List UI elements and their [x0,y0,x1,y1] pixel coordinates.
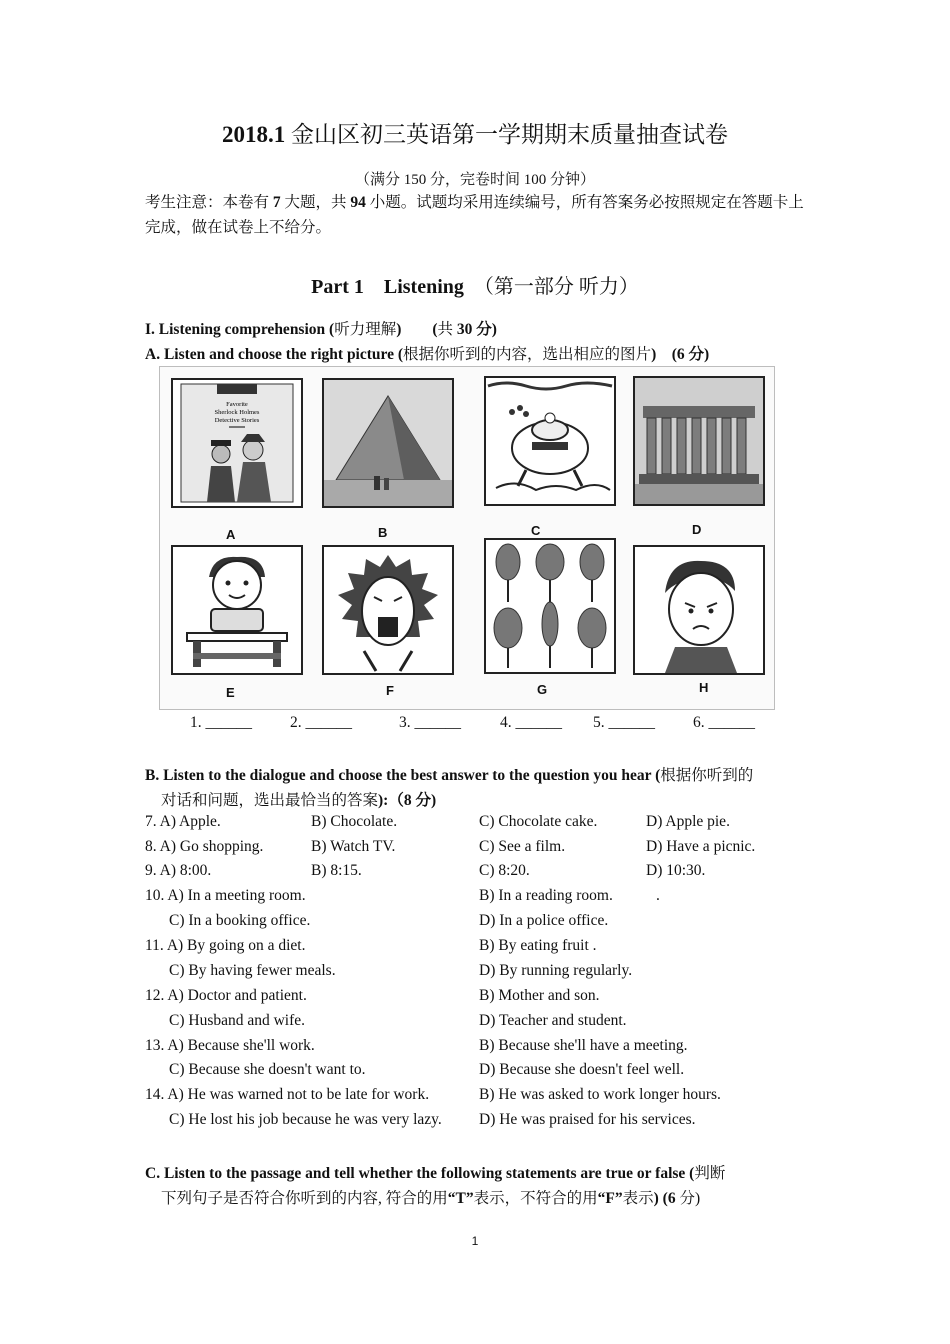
picture-label-g: G [537,682,548,697]
picture-a-book [171,378,303,508]
picture-c-ufo [484,376,616,506]
q14-option-a[interactable]: 14. A) He was warned not to be late for work. [145,1086,430,1103]
q12-option-a[interactable]: 12. A) Doctor and patient. [145,987,307,1004]
q7-option-c[interactable]: C) Chocolate cake. [479,813,598,830]
q12-option-d[interactable]: D) Teacher and student. [479,1012,627,1029]
picture-label-h: H [699,680,709,695]
section-c-heading-line1: C. Listen to the passage and tell whether the following statements are true or false (判断 [145,1165,726,1182]
q13-option-b[interactable]: B) Because she'll have a meeting. [479,1037,688,1054]
book-cover-icon [173,380,301,506]
section-a-heading: A. Listen and choose the right picture (根据你听到的内容，选出相应的图片) (6 分) [145,346,710,363]
q8-option-a[interactable]: 8. A) Go shopping. [145,838,264,855]
svg-text:Favorite: Favorite [226,401,248,408]
q10-option-d[interactable]: D) In a police office. [479,912,609,929]
q9-option-b[interactable]: B) 8:15. [311,862,362,879]
q13-option-d[interactable]: D) Because she doesn't feel well. [479,1061,685,1078]
q10-option-b[interactable]: B) In a reading room. [479,887,613,904]
picture-d-parthenon [633,376,765,506]
q11-option-c[interactable]: C) By having fewer meals. [169,962,336,979]
q13-option-c[interactable]: C) Because she doesn't want to. [169,1061,366,1078]
q10-option-a[interactable]: 10. A) In a meeting room. [145,887,306,904]
exam-subtitle: （满分 150 分，完卷时间 100 分钟） [354,172,595,188]
picture-grid [159,366,775,710]
answer-blank-2[interactable]: 2. ______ [290,714,352,731]
q12-option-b[interactable]: B) Mother and son. [479,987,600,1004]
svg-text:Sherlock Holmes: Sherlock Holmes [214,409,260,416]
q11-option-b[interactable]: B) By eating fruit . [479,937,597,954]
q8-option-b[interactable]: B) Watch TV. [311,838,396,855]
q9-option-a[interactable]: 9. A) 8:00. [145,862,212,879]
q7-option-b[interactable]: B) Chocolate. [311,813,398,830]
q8-option-c[interactable]: C) See a film. [479,838,566,855]
picture-label-f: F [386,683,394,698]
frowning-boy-icon [635,547,763,673]
answer-blank-1[interactable]: 1. ______ [190,714,252,731]
answer-blank-3[interactable]: 3. ______ [399,714,461,731]
picture-label-a: A [226,527,236,542]
q14-option-b[interactable]: B) He was asked to work longer hours. [479,1086,721,1103]
q14-option-c[interactable]: C) He lost his job because he was very lazy. [169,1111,442,1128]
answer-blank-5[interactable]: 5. ______ [593,714,655,731]
screaming-face-icon [324,547,452,673]
q13-option-a[interactable]: 13. A) Because she'll work. [145,1037,315,1054]
picture-e-boy-computer [171,545,303,675]
pyramid-icon [324,380,452,506]
answer-blank-4[interactable]: 4. ______ [500,714,562,731]
section-i-heading: I. Listening comprehension (听力理解) (共 30 分) [145,321,497,338]
q11-option-a[interactable]: 11. A) By going on a diet. [145,937,306,954]
page-number: 1 [471,1234,479,1248]
trees-icon [486,540,614,672]
answer-blank-6[interactable]: 6. ______ [693,714,755,731]
picture-label-e: E [226,685,235,700]
q7-option-a[interactable]: 7. A) Apple. [145,813,221,830]
q9-option-c[interactable]: C) 8:20. [479,862,530,879]
ufo-robot-icon [486,378,614,504]
section-b-heading-line2: 对话和问题，选出最恰当的答案):（8 分) [161,792,437,809]
q9-option-d[interactable]: D) 10:30. [646,862,706,879]
part-heading: Part 1 Listening （第一部分 听力） [311,276,639,298]
picture-f-screaming-face [322,545,454,675]
page-title: 2018.1 金山区初三英语第一学期期末质量抽查试卷 [222,122,728,147]
picture-b-pyramid [322,378,454,508]
picture-label-d: D [692,522,702,537]
q14-option-d[interactable]: D) He was praised for his services. [479,1111,696,1128]
q10-option-c[interactable]: C) In a booking office. [169,912,311,929]
section-c-heading-line2: 下列句子是否符合你听到的内容, 符合的用“T”表示，不符合的用“F”表示) (6 分) [161,1190,701,1207]
boy-computer-icon [173,547,301,673]
section-b-heading-line1: B. Listen to the dialogue and choose the best answer to the question you hear (根据你听到的 [145,767,754,784]
picture-label-b: B [378,525,388,540]
svg-text:Detective Stories: Detective Stories [214,417,260,424]
picture-h-frowning-boy [633,545,765,675]
stray-dot: . [656,887,660,904]
q12-option-c[interactable]: C) Husband and wife. [169,1012,306,1029]
q11-option-d[interactable]: D) By running regularly. [479,962,633,979]
exam-notice: 考生注意：本卷有 7 大题，共 94 小题。试题均采用连续编号，所有答案务必按照规定在答题卡上完成，做在试卷上不给分。 [145,194,804,236]
picture-g-trees [484,538,616,674]
q7-option-d[interactable]: D) Apple pie. [646,813,730,830]
picture-label-c: C [531,523,541,538]
parthenon-icon [635,378,763,504]
q8-option-d[interactable]: D) Have a picnic. [646,838,756,855]
